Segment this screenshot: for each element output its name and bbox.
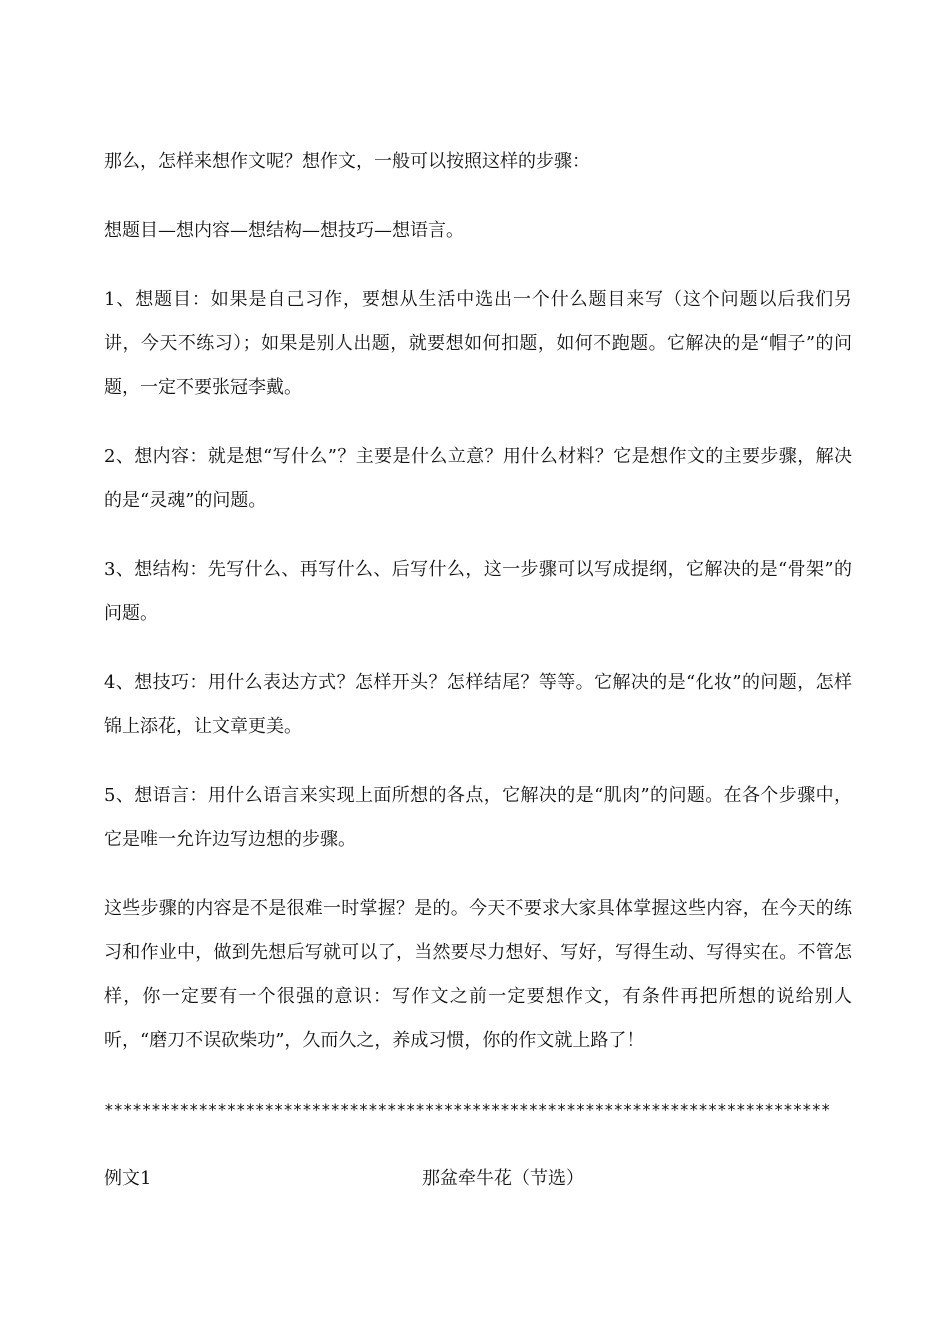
steps-summary: 想题目—想内容—想结构—想技巧—想语言。 [104, 220, 464, 241]
example-label: 例文1 [104, 1168, 152, 1189]
conclusion-paragraph: 这些步骤的内容是不是很难一时掌握？是的。今天不要求大家具体掌握这些内容，在今天的练习和作业中，做到先想后写就可以了，当然要尽力想好、写好，写得生动、写得实在。不管怎样，你一定要有一个很强的意识：写作文之前一定要想作文，有条件再把所想的说给别人听，“磨刀不误砍柴功”，久而久之，养成习惯，你的作文就上路了！ [104, 898, 852, 1051]
step-4-paragraph: 4、想技巧：用什么表达方式？怎样开头？怎样结尾？等等。它解决的是“化妆”的问题，怎样锦上添花，让文章更美。 [104, 672, 852, 737]
step-1-paragraph: 1、想题目：如果是自己习作，要想从生活中选出一个什么题目来写（这个问题以后我们另讲，今天不练习）；如果是别人出题，就要想如何扣题，如何不跑题。它解决的是“帽子”的问题，一定不要张冠李戴。 [104, 289, 852, 398]
step-3-paragraph: 3、想结构：先写什么、再写什么、后写什么，这一步骤可以写成提纲，它解决的是“骨架”的问题。 [104, 559, 852, 624]
step-5-paragraph: 5、想语言：用什么语言来实现上面所想的各点，它解决的是“肌肉”的问题。在各个步骤中，它是唯一允许边写边想的步骤。 [104, 785, 852, 850]
document-page [104, 140, 852, 1201]
example-title: 那盆牵牛花（节选） [422, 1168, 584, 1189]
example-heading [104, 1157, 852, 1201]
step-2-paragraph: 2、想内容：就是想“写什么”？主要是什么立意？用什么材料？它是想作文的主要步骤，解决的是“灵魂”的问题。 [104, 446, 852, 511]
separator-line: ***************************************************************************** [104, 1100, 831, 1119]
intro-paragraph: 那么，怎样来想作文呢？想作文，一般可以按照这样的步骤： [104, 151, 590, 172]
